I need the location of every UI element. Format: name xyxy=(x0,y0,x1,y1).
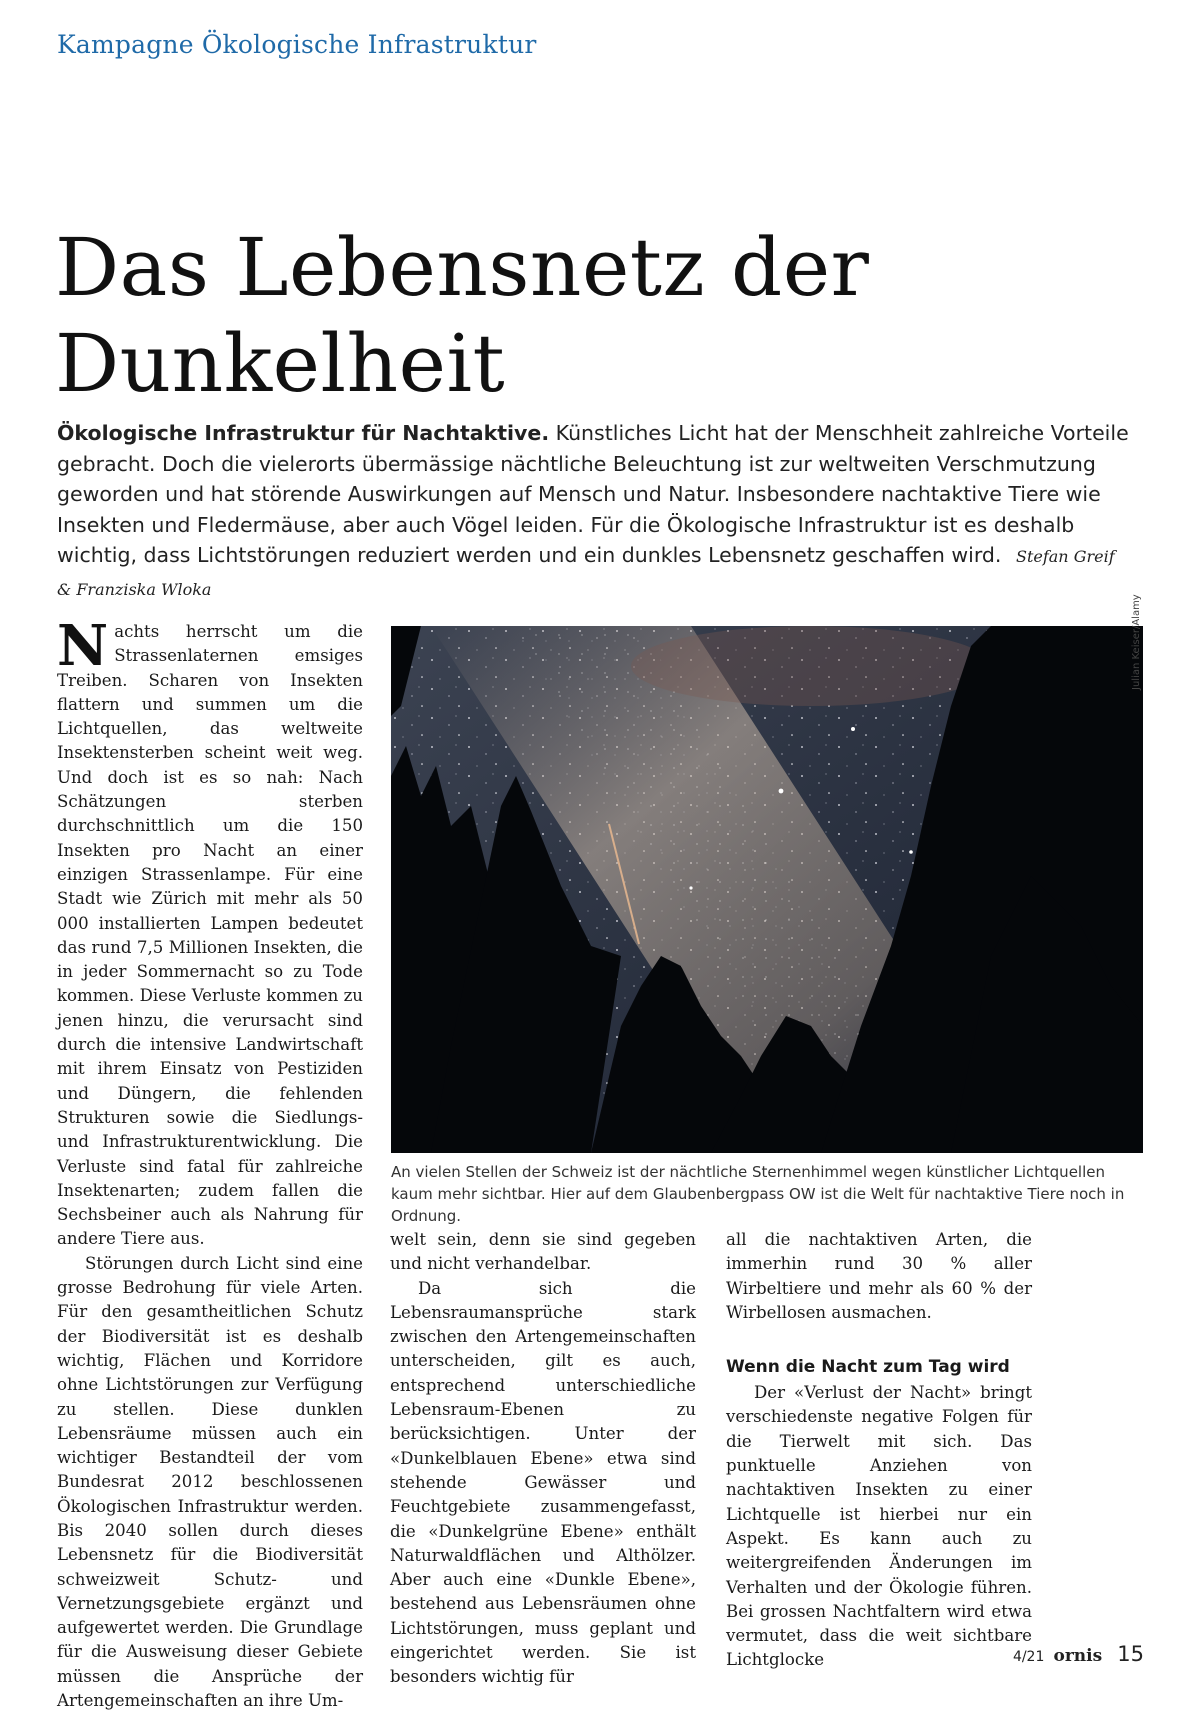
body-column-1 xyxy=(57,613,363,1713)
body-paragraph-5: all die nachtaktiven Arten, die immerhin rund 30 % aller Wirbeltiere und mehr als 60 % der Wirbellosen ausmachen. xyxy=(726,1230,1032,1322)
body-column-2 xyxy=(390,1228,696,1690)
headline-line-1: Das Lebensnetz der xyxy=(55,221,870,314)
body-paragraph-6: Der «Verlust der Nacht» bringt verschiedenste negative Folgen für die Tierwelt mit sich. Das punktuelle Anziehen von nachtaktiven Insekten zu einer Lichtquelle ist hierbei nur ein Aspekt. Es kann auch zu weitergreifenden Änderungen im Verhalten und der Ökologie führen. Bei grossen Nachtfaltern wird etwa vermutet, dass die weit sichtbare Lichtglocke xyxy=(726,1383,1032,1670)
section-subhead: Wenn die Nacht zum Tag wird xyxy=(726,1357,1010,1378)
drop-cap: N xyxy=(57,613,109,679)
lead-title: Ökologische Infrastruktur für Nachtaktive. xyxy=(57,421,550,445)
authors: Stefan Greif & Franziska Wloka xyxy=(57,547,1115,599)
body-column-3 xyxy=(726,1228,1032,1673)
photo-caption: An vielen Stellen der Schweiz ist der nächtliche Sternenhimmel wegen künstlicher Lichtquellen kaum mehr sichtbar. Hier auf dem Glaubenbergpass OW ist die Welt für nachtaktive Tiere noch in Ordnung. xyxy=(391,1163,1125,1225)
issue-number: 4/21 xyxy=(1012,1649,1045,1665)
body-paragraph-4: Da sich die Lebensraumansprüche stark zwischen den Artengemeinschaften unterscheiden, gilt es auch, entsprechend unterschiedliche Lebensraum-Ebenen zu berücksichtigen. Unter der «Dunkelblauen Ebene» etwa sind stehende Gewässer und Feuchtgebiete zusammengefasst, die «Dunkelgrüne Ebene» enthält Naturwaldflächen und Althölzer. Aber auch eine «Dunkle Ebene», bestehend aus Lebensräumen ohne Lichtstörungen, muss geplant und eingerichtet werden. Sie ist besonders wichtig für xyxy=(390,1278,696,1687)
night-sky-photo xyxy=(391,626,1143,1153)
page-number: 15 xyxy=(1117,1642,1144,1666)
body-paragraph-1: achts herrscht um die Strassenlaternen emsiges Treiben. Scharen von Insekten flattern und summen um die Lichtquellen, das weltweite Insektensterben scheint weit weg. Und doch ist es so nah: Nach Schätzungen sterben durchschnittlich um die 150 Insekten pro Nacht an einer einzigen Strassenlampe. Für eine Stadt wie Zürich mit mehr als 50 000 installierten Lampen bedeutet das rund 7,5 Millionen Insekten, die in jeder Sommernacht so zu Tode kommen. Diese Verluste kommen zu jenen hinzu, die verursacht sind durch die intensive Landwirtschaft mit ihrem Einsatz von Pestiziden und Düngern, die fehlenden Strukturen sowie die Siedlungs- und Infrastrukturentwicklung. Die Verluste sind fatal für zahlreiche Insektenarten; zudem fallen die Sechsbeiner auch als Nahrung für andere Tiere aus. xyxy=(57,622,363,1249)
body-paragraph-2: Störungen durch Licht sind eine grosse Bedrohung für viele Arten. Für den gesamtheitlichen Schutz der Biodiversität ist es deshalb wichtig, Flächen und Korridore ohne Lichtstörungen zur Verfügung zu stellen. Diese dunklen Lebensräume müssen auch ein wichtiger Bestandteil der vom Bundesrat 2012 beschlossenen Ökologischen Infrastruktur werden. Bis 2040 sollen durch dieses Lebensnetz für die Biodiversität schweizweit Schutz- und Vernetzungsgebiete ergänzt und aufgewertet werden. Die Grundlage für die Ausweisung dieser Gebiete müssen die Ansprüche der Artengemeinschaften an ihre Um- xyxy=(57,1253,363,1711)
campaign-kicker: Kampagne Ökologische Infrastruktur xyxy=(57,30,537,59)
photo-credit: Julian Keiser/Alamy xyxy=(1131,594,1142,690)
headline xyxy=(55,220,1055,412)
body-paragraph-3: welt sein, denn sie sind gegeben und nicht verhandelbar. xyxy=(390,1230,696,1274)
magazine-name: ornis xyxy=(1053,1646,1103,1666)
night-sky-illustration xyxy=(391,626,1143,1153)
page-footer xyxy=(1013,1642,1144,1666)
lead-text: Künstliches Licht hat der Menschheit zahlreiche Vorteile gebracht. Doch die vielerorts übermässige nächtliche Beleuchtung ist zur weltweiten Verschmutzung geworden und hat störende Auswirkungen auf Mensch und Natur. Insbesondere nachtaktive Tiere wie Insekten und Fledermäuse, aber auch Vögel leiden. Für die Ökologische Infrastruktur ist es deshalb wichtig, dass Lichtstörungen reduziert werden und ein dunkles Lebensnetz geschaffen wird. xyxy=(57,421,1129,567)
lead-paragraph xyxy=(57,418,1132,605)
headline-line-2: Dunkelheit xyxy=(55,317,506,410)
